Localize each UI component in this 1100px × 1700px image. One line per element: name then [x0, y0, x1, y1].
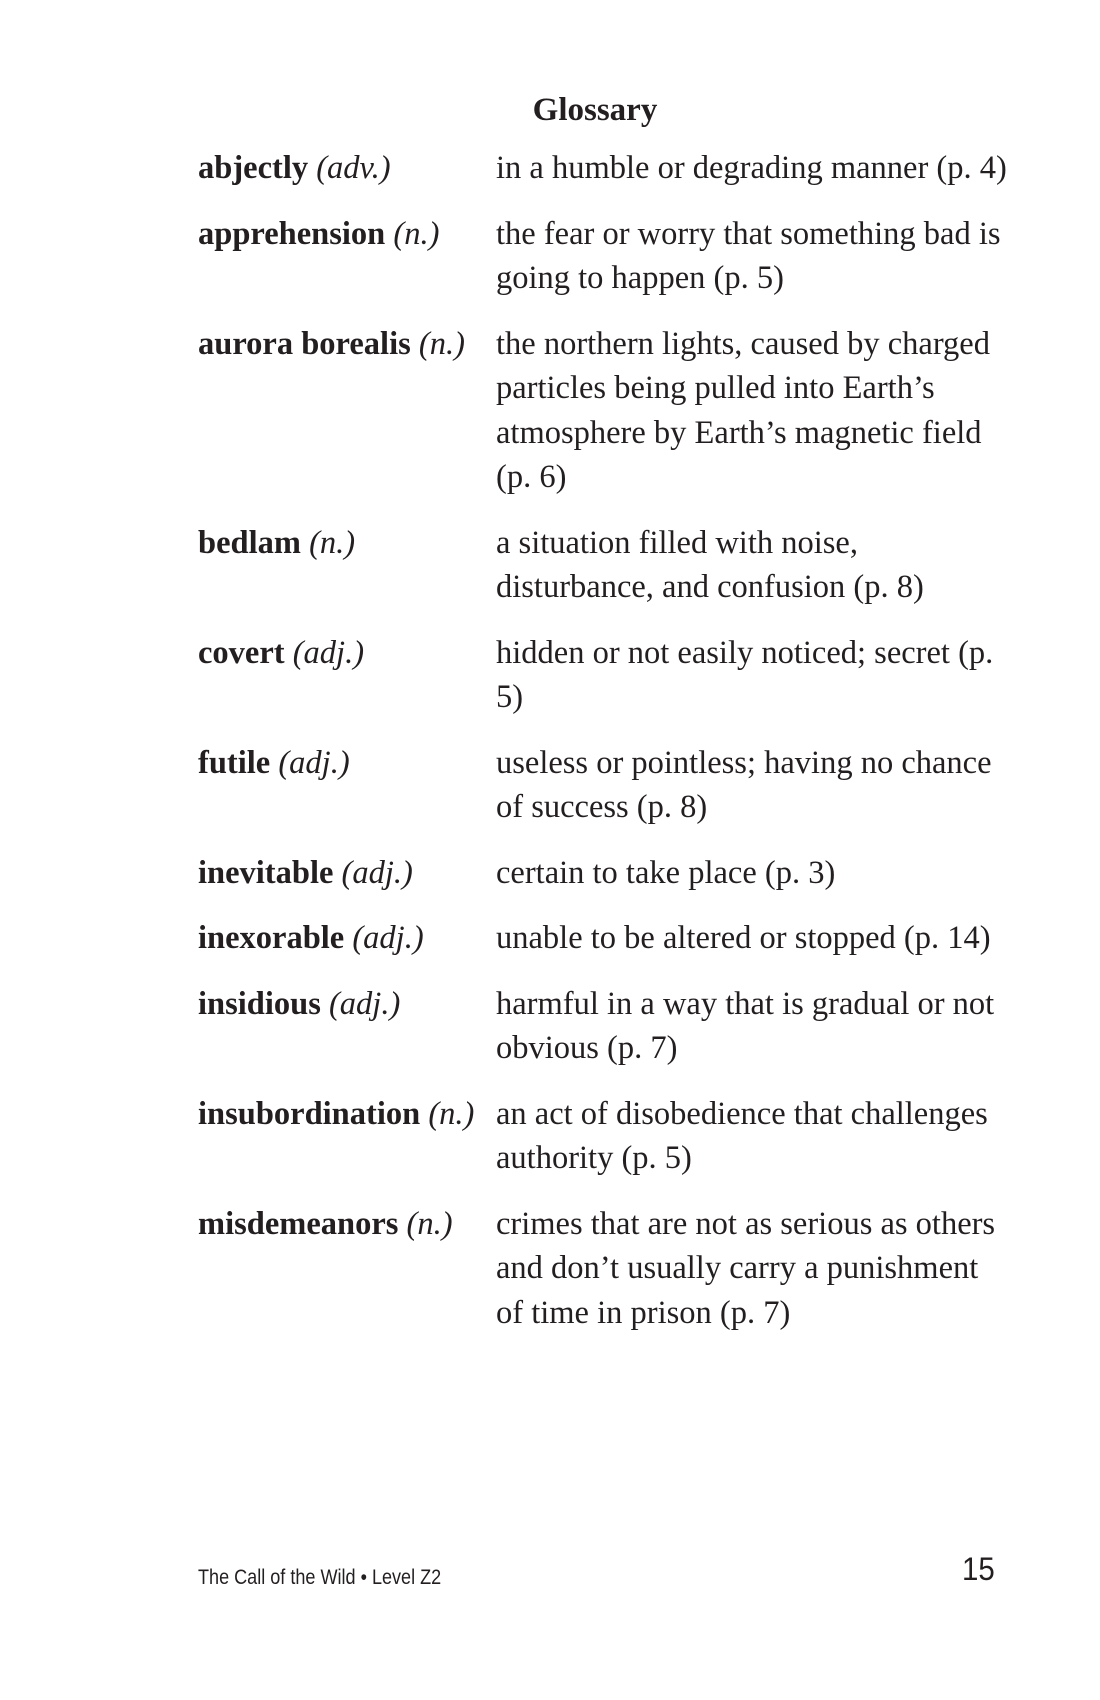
- term: abjectly: [198, 150, 309, 186]
- definition: useless or pointless; having no chance of success (p. 8): [496, 744, 992, 825]
- part-of-speech: (adj.): [278, 744, 350, 781]
- part-of-speech: (n.): [418, 325, 465, 362]
- part-of-speech: (adj.): [341, 854, 413, 891]
- term: insubordination: [198, 1095, 421, 1132]
- term: aurora borealis: [198, 325, 411, 362]
- glossary-entry-insubordination: [198, 1092, 1008, 1181]
- part-of-speech: (n.): [428, 1095, 475, 1132]
- definition: crimes that are not as serious as others and don’t usually carry a punishment of time in prison (p. 7): [496, 1205, 996, 1331]
- page-number: 15: [962, 1551, 995, 1587]
- part-of-speech: (adv.): [316, 150, 391, 186]
- part-of-speech: (n.): [393, 215, 440, 252]
- glossary-entry-abjectly: [198, 146, 1008, 191]
- definition: an act of disobedience that challenges authority (p. 5): [496, 1095, 988, 1176]
- glossary-entry-insidious: [198, 982, 1008, 1071]
- definition: the fear or worry that something bad is going to happen (p. 5): [496, 215, 1001, 296]
- glossary-entry-bedlam: [198, 521, 1008, 610]
- term: inexorable: [198, 920, 345, 956]
- definition: hidden or not easily noticed; secret (p. 5): [496, 634, 994, 715]
- part-of-speech: (adj.): [292, 634, 365, 671]
- footer-book-title: The Call of the Wild • Level Z2: [198, 1566, 442, 1589]
- term: apprehension: [198, 215, 386, 252]
- definition: unable to be altered or stopped (p. 14): [496, 920, 991, 956]
- definition: the northern lights, caused by charged particles being pulled into Earth’s atmosphere by Earth’s magnetic field (p. 6): [496, 325, 990, 495]
- definition: a situation filled with noise, disturbance, and confusion (p. 8): [496, 524, 924, 605]
- glossary-entry-apprehension: [198, 212, 1008, 301]
- glossary-entry-aurora-borealis: [198, 322, 1008, 500]
- glossary-entry-inevitable: [198, 851, 1008, 896]
- term: misdemeanors: [198, 1205, 399, 1242]
- term: inevitable: [198, 854, 334, 891]
- definition: harmful in a way that is gradual or not obvious (p. 7): [496, 985, 995, 1066]
- glossary-entry-covert: [198, 631, 1008, 720]
- part-of-speech: (n.): [309, 524, 356, 561]
- page-title: Glossary: [532, 92, 658, 128]
- glossary-entry-futile: [198, 741, 1008, 830]
- definition: certain to take place (p. 3): [496, 854, 836, 891]
- glossary-entry-misdemeanors: [198, 1202, 1008, 1336]
- glossary-entry-inexorable: [198, 916, 1008, 961]
- part-of-speech: (adj.): [352, 920, 424, 956]
- term: insidious: [198, 985, 321, 1022]
- part-of-speech: (adj.): [328, 985, 401, 1022]
- term: covert: [198, 634, 285, 671]
- part-of-speech: (n.): [406, 1205, 453, 1242]
- definition: in a humble or degrading manner (p. 4): [496, 150, 1007, 186]
- term: futile: [198, 744, 271, 781]
- glossary-list: [198, 146, 1008, 1356]
- term: bedlam: [198, 524, 301, 561]
